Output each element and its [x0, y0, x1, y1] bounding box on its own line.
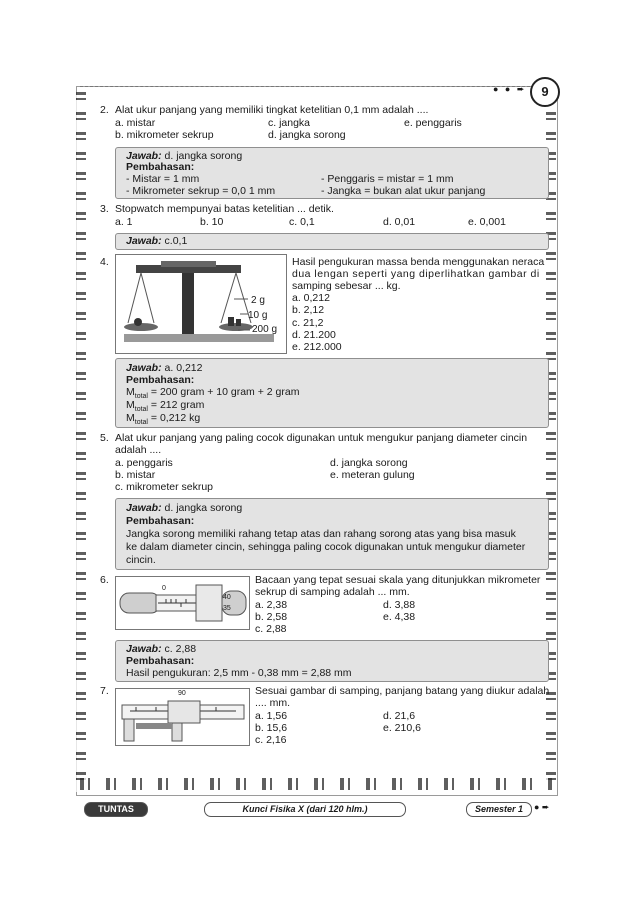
micrometer-figure — [115, 576, 250, 630]
q5-explain-1: Jangka sorong memiliki rahang tetap atas dan rahang sorong atas yang bisa masuk — [126, 528, 516, 540]
weight-label-10g: 10 g — [248, 310, 268, 321]
q7-option-e: e. 210,6 — [383, 722, 421, 734]
q2-explain-1: - Mistar = 1 mm — [126, 173, 200, 185]
q6-option-b: b. 2,58 — [255, 611, 288, 623]
q2-option-e: e. penggaris — [404, 117, 462, 129]
caliper-label-top: 90 — [178, 690, 186, 697]
q3-option-c: c. 0,1 — [289, 216, 315, 228]
jawab-label: Jawab: — [126, 502, 162, 514]
q4-answer-box — [115, 358, 549, 428]
pembahasan-label: Pembahasan: — [126, 655, 195, 667]
q3-answer: c.0,1 — [164, 235, 188, 247]
micrometer-drawing — [116, 577, 249, 629]
q2-answer: d. jangka sorong — [164, 150, 243, 162]
q2-option-a: a. mistar — [115, 117, 156, 129]
q2-option-d: d. jangka sorong — [268, 129, 346, 141]
arrow-icon: ● ● ➨ — [493, 84, 527, 94]
q2-option-c: c. jangka — [268, 117, 311, 129]
q4-explain-1: $M_{total} = 200$ gram + 10 gram + 2 gram — [126, 386, 300, 401]
q3-option-e: e. 0,001 — [468, 216, 506, 228]
pembahasan-label: Pembahasan: — [126, 374, 195, 386]
q6-option-d: d. 3,88 — [383, 599, 416, 611]
q2-explain-4: - Jangka = bukan alat ukur panjang — [321, 185, 486, 197]
jawab-label: Jawab: — [126, 150, 162, 162]
q5-text-1: Alat ukur panjang yang paling cocok digunakan untuk mengukur panjang diameter cincin — [115, 432, 528, 444]
q7-text-2: .... mm. — [255, 697, 290, 709]
q4-text-2: dua lengan seperti yang diperlihatkan gambar di — [292, 268, 540, 280]
q6-option-a: a. 2,38 — [255, 599, 288, 611]
q6-option-c: c. 2,88 — [255, 623, 287, 635]
decorative-border-bottom — [80, 778, 552, 790]
q6-answer: c. 2,88 — [164, 643, 197, 655]
q3-option-a: a. 1 — [115, 216, 133, 228]
top-divider — [80, 86, 530, 88]
q6-text-1: Bacaan yang tepat sesuai skala yang ditunjukkan mikrometer — [255, 574, 541, 586]
jawab-label: Jawab: — [126, 235, 162, 247]
q7-option-c: c. 2,16 — [255, 734, 287, 746]
q5-option-a: a. penggaris — [115, 457, 173, 469]
caliper-figure — [115, 688, 250, 746]
q7-option-a: a. 1,56 — [255, 710, 288, 722]
jawab-label: Jawab: — [126, 362, 162, 374]
q3-answer-box — [115, 233, 549, 250]
q5-option-c: c. mikrometer sekrup — [115, 481, 214, 493]
q7-option-b: b. 15,6 — [255, 722, 288, 734]
q4-option-b: b. 2,12 — [292, 304, 325, 316]
q6-text-2: sekrup di samping adalah ... mm. — [255, 586, 410, 598]
q4-option-c: c. 21,2 — [292, 317, 324, 329]
q5-answer: d. jangka sorong — [164, 502, 243, 514]
q4-number: 4. — [100, 256, 109, 268]
q6-answer-box — [115, 640, 549, 682]
pembahasan-label: Pembahasan: — [126, 161, 195, 173]
q2-option-b: b. mikrometer sekrup — [115, 129, 214, 141]
micrometer-label-40: 40 — [223, 594, 231, 601]
q6-option-e: e. 4,38 — [383, 611, 416, 623]
q2-explain-3: - Penggaris = mistar = 1 mm — [321, 173, 454, 185]
balance-figure — [115, 254, 287, 354]
micrometer-label-35: 35 — [223, 605, 231, 612]
q4-option-e: e. 212.000 — [292, 341, 342, 353]
q5-answer-box — [115, 498, 549, 570]
q5-text-2: adalah .... — [115, 444, 162, 456]
q4-option-d: d. 21.200 — [292, 329, 336, 341]
decorative-border-left — [76, 92, 86, 792]
jawab-label: Jawab: — [126, 643, 162, 655]
q4-explain-3: $M_{total} = 0,212$ kg — [126, 412, 201, 427]
q6-explain-1: Hasil pengukuran: 2,5 mm - 0,38 mm = 2,88 mm — [126, 667, 352, 679]
caliper-drawing — [116, 689, 249, 745]
q4-explain-2: $M_{total} = 212$ gram — [126, 399, 205, 414]
pembahasan-label: Pembahasan: — [126, 515, 195, 527]
q2-answer-box — [115, 147, 549, 199]
q5-explain-2: ke dalam diameter cincin, sehingga paling cocok digunakan untuk mengukur diameter — [126, 541, 526, 553]
q4-text-1: Hasil pengukuran massa benda menggunakan neraca — [292, 256, 545, 268]
weight-label-200g: 200 g — [252, 324, 278, 335]
weight-label-2g: 2 g — [251, 295, 265, 306]
q3-number: 3. — [100, 203, 109, 215]
page-number: 9 — [530, 77, 560, 107]
q4-text-3: samping sebesar ... kg. — [292, 280, 401, 292]
footer-book-title: Kunci Fisika X (dari 120 hlm.) — [204, 802, 406, 817]
q5-number: 5. — [100, 432, 109, 444]
q2-number: 2. — [100, 104, 109, 116]
q7-number: 7. — [100, 685, 109, 697]
footer-arrow-icon: ● ➨ — [534, 802, 550, 812]
micrometer-label-0: 0 — [162, 585, 166, 592]
q7-option-d: d. 21,6 — [383, 710, 416, 722]
q3-text: Stopwatch mempunyai batas ketelitian ... detik. — [115, 203, 334, 215]
q3-option-d: d. 0,01 — [383, 216, 416, 228]
q7-text-1: Sesuai gambar di samping, panjang batang yang diukur adalah — [255, 685, 550, 697]
q6-number: 6. — [100, 574, 109, 586]
q2-text: Alat ukur panjang yang memiliki tingkat ketelitian 0,1 mm adalah .... — [115, 104, 429, 116]
q5-explain-3: cincin. — [126, 554, 156, 566]
q2-explain-2: - Mikrometer sekrup = 0,0 1 mm — [126, 185, 276, 197]
q5-option-d: d. jangka sorong — [330, 457, 408, 469]
q4-answer: a. 0,212 — [164, 362, 203, 374]
footer-semester: Semester 1 — [466, 802, 532, 817]
q5-option-b: b. mistar — [115, 469, 156, 481]
q5-option-e: e. meteran gulung — [330, 469, 415, 481]
footer — [84, 802, 554, 816]
q4-option-a: a. 0,212 — [292, 292, 330, 304]
footer-left-label: TUNTAS — [84, 802, 148, 817]
q3-option-b: b. 10 — [200, 216, 224, 228]
